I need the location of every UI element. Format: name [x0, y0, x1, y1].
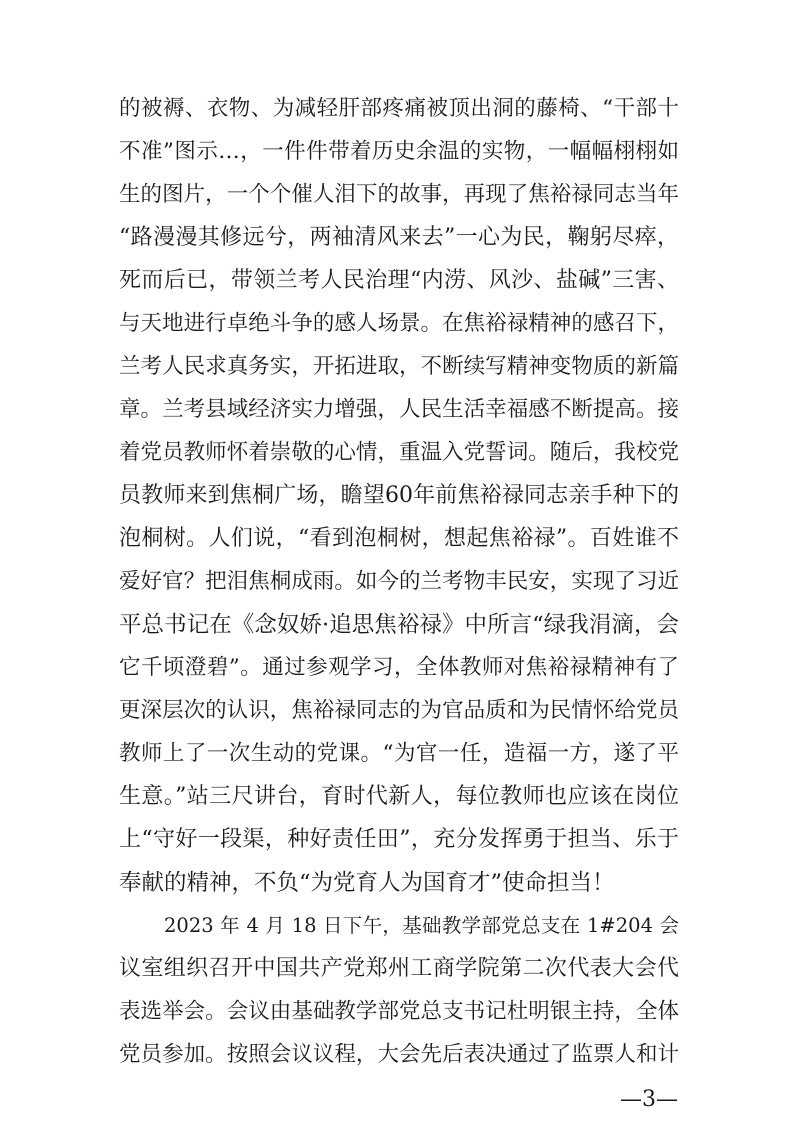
text-line: 员教师来到焦桐广场，瞻望60年前焦裕禄同志亲手种下的: [119, 483, 679, 508]
text-line: 生的图片，一个个催人泪下的故事，再现了焦裕禄同志当年: [119, 182, 679, 207]
text-line: 生意。”站三尺讲台，育时代新人，每位教师也应该在岗位: [119, 784, 679, 809]
text-line: 表选举会。会议由基础教学部党总支书记杜明银主持，全体: [119, 999, 679, 1024]
text-line: 爱好官？把泪焦桐成雨。如今的兰考物丰民安，实现了习近: [119, 569, 679, 594]
text-line: 与天地进行卓绝斗争的感人场景。在焦裕禄精神的感召下，: [119, 311, 679, 336]
text-line: 的被褥、衣物、为减轻肝部疼痛被顶出洞的藤椅、“干部十: [119, 96, 679, 121]
text-line: 党员参加。按照会议议程，大会先后表决通过了监票人和计: [119, 1042, 679, 1067]
text-line: 2023 年 4 月 18 日下午，基础教学部党总支在 1#204 会: [164, 914, 679, 937]
text-line: 上“守好一段渠，种好责任田”，充分发挥勇于担当、乐于: [119, 827, 679, 852]
page-number: —3—: [620, 1087, 678, 1112]
text-line: 平总书记在《念奴娇·追思焦裕禄》中所言“绿我涓滴，会: [119, 612, 679, 638]
text-line: 着党员教师怀着崇敬的心情，重温入党誓词。随后，我校党: [119, 440, 679, 465]
text-line: 它千顷澄碧”。通过参观学习，全体教师对焦裕禄精神有了: [119, 655, 679, 680]
text-line: “路漫漫其修远兮，两袖清风来去”一心为民，鞠躬尽瘁，: [119, 225, 679, 250]
text-line: 不准”图示…，一件件带着历史余温的实物，一幅幅栩栩如: [119, 139, 679, 164]
text-line: 死而后已，带领兰考人民治理“内涝、风沙、盐碱”三害、: [119, 268, 679, 293]
text-line: 兰考人民求真务实，开拓进取，不断续写精神变物质的新篇: [119, 354, 679, 379]
text-line: 议室组织召开中国共产党郑州工商学院第二次代表大会代: [119, 956, 679, 981]
text-line: 泡桐树。人们说，“看到泡桐树，想起焦裕禄”。百姓谁不: [119, 526, 679, 551]
text-line: 更深层次的认识，焦裕禄同志的为官品质和为民情怀给党员: [119, 698, 679, 723]
text-line: 教师上了一次生动的党课。“为官一任，造福一方，遂了平: [119, 741, 679, 766]
text-line: 奉献的精神，不负“为党育人为国育才”使命担当！: [119, 870, 615, 896]
text-line: 章。兰考县域经济实力增强，人民生活幸福感不断提高。接: [119, 397, 679, 422]
